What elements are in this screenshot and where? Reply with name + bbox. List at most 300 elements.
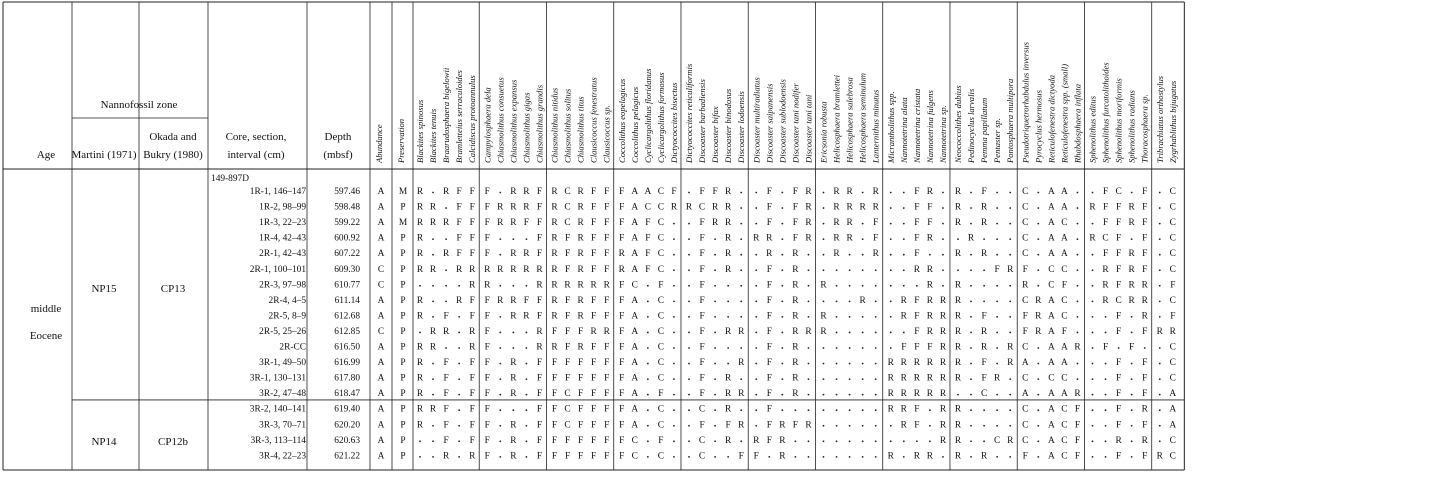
occurrence-value: F <box>456 218 462 229</box>
absent-dot <box>970 254 972 256</box>
occurrence-value: R <box>939 295 947 306</box>
occurrence-value: R <box>954 202 962 213</box>
occurrence-value: A <box>631 311 639 322</box>
absent-dot <box>849 378 851 380</box>
occurrence-value: R <box>577 342 584 353</box>
absent-dot <box>1105 363 1107 365</box>
depth-value: 620.20 <box>334 420 360 431</box>
occurrence-value: A <box>631 342 639 353</box>
occurrence-value: F <box>536 389 543 400</box>
absent-dot <box>647 316 649 318</box>
occurrence-value: F <box>1170 280 1176 291</box>
absent-dot <box>862 363 864 365</box>
occurrence-value: F <box>1115 202 1122 213</box>
absent-dot <box>673 378 675 380</box>
occurrence-value: C <box>657 249 665 260</box>
occurrence-value: C <box>1061 435 1068 446</box>
absent-dot <box>849 285 851 287</box>
absent-dot <box>862 409 864 411</box>
absent-dot <box>647 347 649 349</box>
occurrence-value: R <box>429 264 437 275</box>
occurrence-value: R <box>753 233 760 244</box>
absent-dot <box>647 394 649 396</box>
occurrence-value: R <box>1128 295 1135 306</box>
occurrence-value: R <box>792 249 799 260</box>
occurrence-value: R <box>416 202 424 213</box>
occurrence-value: F <box>914 326 920 337</box>
absent-dot <box>740 238 742 240</box>
absent-dot <box>445 238 447 240</box>
absent-dot <box>688 394 690 396</box>
occurrence-value: F <box>564 295 571 306</box>
occurrence-value: F <box>469 358 475 369</box>
abundance-value: A <box>377 311 385 322</box>
occurrence-value: C <box>698 404 706 415</box>
absent-dot <box>714 425 716 427</box>
species-label: Clausicoccus fenestratus <box>588 77 599 163</box>
occurrence-value: R <box>1169 326 1176 337</box>
occurrence-value: F <box>1102 249 1109 260</box>
absent-dot <box>445 269 447 271</box>
occurrence-value: F <box>551 389 558 400</box>
occurrence-value: C <box>1048 280 1055 291</box>
absent-dot <box>647 440 649 442</box>
occurrence-value: F <box>766 218 772 229</box>
occurrence-value: F <box>604 311 610 322</box>
occurrence-value: R <box>900 420 907 431</box>
occurrence-value: F <box>523 295 530 306</box>
absent-dot <box>1037 409 1039 411</box>
absent-dot <box>1144 347 1146 349</box>
occurrence-value: F <box>901 342 907 353</box>
absent-dot <box>1037 347 1039 349</box>
occurrence-value: F <box>604 233 610 244</box>
absent-dot <box>755 409 757 411</box>
occurrence-value: F <box>469 295 475 306</box>
occurrence-value: F <box>699 342 705 353</box>
occurrence-value: F <box>443 389 449 400</box>
occurrence-value: R <box>1141 311 1148 322</box>
absent-dot <box>1159 300 1161 302</box>
species-label: Sphenolithus radians <box>1126 90 1137 163</box>
core-header-line2: interval (cm) <box>227 149 285 161</box>
occurrence-value: R <box>1102 295 1109 306</box>
occurrence-value: R <box>497 218 504 229</box>
occurrence-value: R <box>523 249 530 260</box>
occurrence-value: C <box>1061 420 1068 431</box>
occurrence-value: F <box>551 358 558 369</box>
absent-dot <box>1131 332 1133 334</box>
occurrence-value: R <box>939 326 947 337</box>
occurrence-value: F <box>551 420 558 431</box>
absent-dot <box>1092 269 1094 271</box>
occurrence-value: R <box>1128 280 1135 291</box>
species-label: Chiasmolithus consuetus <box>495 77 506 163</box>
absent-dot <box>1009 394 1011 396</box>
occurrence-value: R <box>766 233 773 244</box>
occurrence-value: C <box>994 435 1001 446</box>
absent-dot <box>1077 316 1079 318</box>
occurrence-value: F <box>712 187 718 197</box>
occurrence-value: A <box>631 404 639 415</box>
occurrence-value: R <box>779 451 786 462</box>
absent-dot <box>673 394 675 396</box>
occurrence-value: R <box>913 358 920 369</box>
occurrence-value: R <box>725 435 732 446</box>
absent-dot <box>983 409 985 411</box>
occurrence-value: F <box>1142 326 1148 337</box>
absent-dot <box>781 363 783 365</box>
absent-dot <box>1159 394 1161 396</box>
depth-value: 612.85 <box>334 326 360 337</box>
species-label: Pedinocyclus larvalis <box>966 88 977 163</box>
species-label: Discoaster barbadiensis <box>697 79 708 163</box>
species-label: Cyclicargolithus formosus <box>655 72 666 163</box>
abundance-header: Abundance <box>374 124 384 163</box>
absent-dot <box>1009 316 1011 318</box>
absent-dot <box>942 238 944 240</box>
occurrence-value: R <box>551 280 558 291</box>
occurrence-value: A <box>1047 202 1055 213</box>
occurrence-value: R <box>1007 264 1014 275</box>
absent-dot <box>1077 363 1079 365</box>
absent-dot <box>727 285 729 287</box>
okada-header-line2: Bukry (1980) <box>143 149 203 161</box>
occurrence-value: R <box>1141 435 1148 446</box>
occurrence-value: A <box>1047 420 1055 431</box>
absent-dot <box>781 300 783 302</box>
occurrence-value: R <box>577 187 584 197</box>
absent-dot <box>432 378 434 380</box>
occurrence-value: R <box>954 342 962 353</box>
absent-dot <box>875 316 877 318</box>
occurrence-value: F <box>443 311 449 322</box>
occurrence-value: F <box>1142 187 1148 197</box>
absent-dot <box>432 285 434 287</box>
absent-dot <box>1159 425 1161 427</box>
occurrence-value: C <box>1061 451 1068 462</box>
occurrence-value: R <box>510 420 517 431</box>
absent-dot <box>849 316 851 318</box>
absent-dot <box>714 332 716 334</box>
occurrence-value: C <box>564 218 571 229</box>
species-label: Pyrocyclus hermosus <box>1033 90 1044 163</box>
occurrence-value: C <box>1061 264 1068 275</box>
occurrence-value: F <box>1115 280 1122 291</box>
absent-dot <box>727 347 729 349</box>
absent-dot <box>740 207 742 209</box>
occurrence-value: F <box>873 218 879 229</box>
occurrence-value: R <box>510 264 517 275</box>
occurrence-value: F <box>591 451 597 462</box>
absent-dot <box>875 300 877 302</box>
absent-dot <box>823 425 825 427</box>
absent-dot <box>714 300 716 302</box>
species-header-labels <box>415 41 1178 164</box>
absent-dot <box>836 316 838 318</box>
occurrence-value: R <box>1102 280 1109 291</box>
occurrence-value: F <box>551 373 558 384</box>
occurrence-value: R <box>954 404 962 415</box>
absent-dot <box>526 409 528 411</box>
occurrence-value: R <box>1156 451 1163 462</box>
occurrence-value: F <box>536 420 543 431</box>
occurrence-value: R <box>670 202 678 213</box>
absent-dot <box>1037 363 1039 365</box>
absent-dot <box>823 378 825 380</box>
absent-dot <box>458 347 460 349</box>
absent-dot <box>432 425 434 427</box>
occurrence-value: R <box>510 389 517 400</box>
occurrence-value: R <box>1035 295 1042 306</box>
absent-dot <box>714 394 716 396</box>
occurrence-value: A <box>631 233 639 244</box>
absent-dot <box>996 394 998 396</box>
occurrence-value: R <box>820 311 827 322</box>
absent-dot <box>432 192 434 194</box>
sample-interval: 3R-2, 140–141 <box>249 404 306 415</box>
occurrence-value: F <box>792 187 799 197</box>
occurrence-value: F <box>564 264 571 275</box>
occurrence-value: F <box>591 249 597 260</box>
absent-dot <box>970 440 972 442</box>
absent-dot <box>942 254 944 256</box>
absent-dot <box>875 456 877 458</box>
absent-dot <box>823 269 825 271</box>
preservation-value: P <box>400 249 406 260</box>
absent-dot <box>1159 207 1161 209</box>
absent-dot <box>740 300 742 302</box>
absent-dot <box>755 207 757 209</box>
occurrence-value: A <box>1047 358 1055 369</box>
nannofossil-zone-header: Nannofossil zone <box>100 99 178 111</box>
occurrence-value: R <box>779 435 786 446</box>
occurrence-value: A <box>1021 358 1029 369</box>
absent-dot <box>996 316 998 318</box>
occurrence-value: A <box>1061 342 1068 353</box>
occurrence-value: R <box>954 451 962 462</box>
species-label: Nannotetrina sp. <box>937 105 948 163</box>
occurrence-value: R <box>980 342 988 353</box>
absent-dot <box>983 300 985 302</box>
absent-dot <box>781 238 783 240</box>
absent-dot <box>1009 238 1011 240</box>
occurrence-value: F <box>1142 249 1148 260</box>
occurrence-value: F <box>766 295 772 306</box>
absent-dot <box>432 300 434 302</box>
occurrence-value: F <box>484 249 490 260</box>
occurrence-value: C <box>631 435 638 446</box>
occurrence-value: C <box>1169 187 1176 197</box>
species-label: Discoaster sublodoensis <box>777 79 788 163</box>
occurrence-value: A <box>631 187 639 197</box>
absent-dot <box>688 425 690 427</box>
occurrence-value: A <box>1061 202 1068 213</box>
absent-dot <box>1159 223 1161 225</box>
occurrence-value: F <box>792 233 799 244</box>
absent-dot <box>1077 378 1079 380</box>
occurrence-value: F <box>1142 373 1148 384</box>
absent-dot <box>688 347 690 349</box>
occurrence-value: A <box>631 358 639 369</box>
absent-dot <box>432 316 434 318</box>
occurrence-value: R <box>442 187 450 197</box>
abundance-value: A <box>377 451 385 462</box>
occurrence-value: F <box>766 420 772 431</box>
absent-dot <box>890 347 892 349</box>
occurrence-value: R <box>846 233 853 244</box>
occurrence-value: C <box>1169 451 1176 462</box>
occurrence-value: F <box>591 358 597 369</box>
occurrence-value: R <box>1115 435 1122 446</box>
occurrence-value: R <box>980 218 988 229</box>
occurrence-value: R <box>846 187 853 197</box>
occurrence-value: C <box>980 389 988 400</box>
absent-dot <box>970 425 972 427</box>
occurrence-value: R <box>805 233 812 244</box>
occurrence-value: C <box>1115 187 1122 197</box>
absent-dot <box>714 440 716 442</box>
occurrence-value: R <box>859 295 866 306</box>
occurrence-value: F <box>564 451 571 462</box>
occurrence-value: F <box>1170 311 1176 322</box>
occurrence-value: R <box>416 342 424 353</box>
species-label: Discoaster saipanensis <box>764 83 775 163</box>
occurrence-value: F <box>1142 389 1148 400</box>
species-label: Reticulofenestra spp. (small) <box>1059 63 1070 163</box>
absent-dot <box>499 254 501 256</box>
sample-interval: 2R-5, 25–26 <box>259 326 306 337</box>
occurrence-value: R <box>456 295 463 306</box>
absent-dot <box>714 254 716 256</box>
occurrence-value: F <box>564 358 571 369</box>
depth-header-line1: Depth <box>324 131 352 143</box>
species-label: Ericsonia robusta <box>818 101 829 163</box>
occurrence-value: C <box>1169 358 1176 369</box>
absent-dot <box>970 409 972 411</box>
occurrence-value: F <box>551 404 558 415</box>
occurrence-value: C <box>1022 187 1029 197</box>
absent-dot <box>755 300 757 302</box>
absent-dot <box>996 363 998 365</box>
martini-header: Martini (1971) <box>71 149 137 161</box>
occurrence-value: C <box>657 202 665 213</box>
absent-dot <box>862 425 864 427</box>
occurrence-value: F <box>564 249 571 260</box>
occurrence-value: F <box>536 311 543 322</box>
occurrence-value: C <box>1169 202 1176 213</box>
absent-dot <box>714 409 716 411</box>
absent-dot <box>929 409 931 411</box>
occurrence-value: F <box>619 233 625 244</box>
occurrence-value: C <box>1022 373 1029 384</box>
occurrence-value: F <box>551 326 558 337</box>
occurrence-value: R <box>805 326 812 337</box>
occurrence-value: A <box>631 326 639 337</box>
absent-dot <box>996 285 998 287</box>
absent-dot <box>1009 254 1011 256</box>
occurrence-value: R <box>416 295 424 306</box>
occurrence-value: A <box>1047 311 1055 322</box>
occurrence-value: R <box>551 233 558 244</box>
absent-dot <box>970 207 972 209</box>
occurrence-value: R <box>939 404 947 415</box>
absent-dot <box>688 300 690 302</box>
absent-dot <box>512 332 514 334</box>
occurrence-value: R <box>577 202 584 213</box>
preservation-value: P <box>400 280 406 291</box>
absent-dot <box>458 378 460 380</box>
occurrence-value: R <box>766 249 773 260</box>
abundance-value: A <box>377 373 385 384</box>
occurrence-value: R <box>577 280 584 291</box>
occurrence-value: R <box>510 187 517 197</box>
occurrence-value: F <box>645 233 651 244</box>
absent-dot <box>781 409 783 411</box>
occurrence-value: R <box>725 404 732 415</box>
occurrence-value: R <box>1089 233 1096 244</box>
absent-dot <box>823 192 825 194</box>
absent-dot <box>836 378 838 380</box>
occurrence-value: F <box>1115 404 1122 415</box>
absent-dot <box>1105 394 1107 396</box>
absent-dot <box>996 347 998 349</box>
occurrence-value: F <box>577 435 584 446</box>
absent-dot <box>849 394 851 396</box>
sample-interval: 2R-4, 4–5 <box>268 295 306 306</box>
occurrence-value: R <box>1128 264 1135 275</box>
absent-dot <box>929 440 931 442</box>
abundance-value: A <box>377 202 385 213</box>
occurrence-value: F <box>1142 264 1148 275</box>
absent-dot <box>808 347 810 349</box>
occurrence-value: R <box>872 187 879 197</box>
absent-dot <box>875 409 877 411</box>
preservation-value: P <box>400 311 406 322</box>
sample-interval: 3R-4, 22–23 <box>259 451 306 462</box>
occurrence-value: R <box>1089 202 1096 213</box>
absent-dot <box>890 332 892 334</box>
occurrence-value: F <box>766 342 772 353</box>
absent-dot <box>890 207 892 209</box>
occurrence-value: R <box>980 249 988 260</box>
occurrence-value: F <box>577 389 584 400</box>
occurrence-value: F <box>699 233 705 244</box>
species-label: Discoaster tani tani <box>803 94 814 163</box>
absent-dot <box>740 269 742 271</box>
absent-dot <box>755 316 757 318</box>
occurrence-value: F <box>766 280 772 291</box>
occurrence-value: R <box>497 202 504 213</box>
occurrence-value: F <box>536 373 543 384</box>
occurrence-value: R <box>577 249 584 260</box>
occurrence-value: C <box>1061 311 1068 322</box>
occurrence-value: F <box>604 218 610 229</box>
occurrence-value: F <box>1102 202 1109 213</box>
occurrence-value: A <box>631 389 639 400</box>
absent-dot <box>1131 238 1133 240</box>
occurrence-value: A <box>1047 404 1055 415</box>
occurrence-value: R <box>872 202 879 213</box>
occurrence-value: F <box>914 187 920 197</box>
absent-dot <box>781 394 783 396</box>
absent-dot <box>768 456 770 458</box>
occurrence-value: F <box>456 233 462 244</box>
absent-dot <box>823 347 825 349</box>
absent-dot <box>970 192 972 194</box>
occurrence-value: R <box>416 187 424 197</box>
occurrence-value: R <box>792 264 799 275</box>
